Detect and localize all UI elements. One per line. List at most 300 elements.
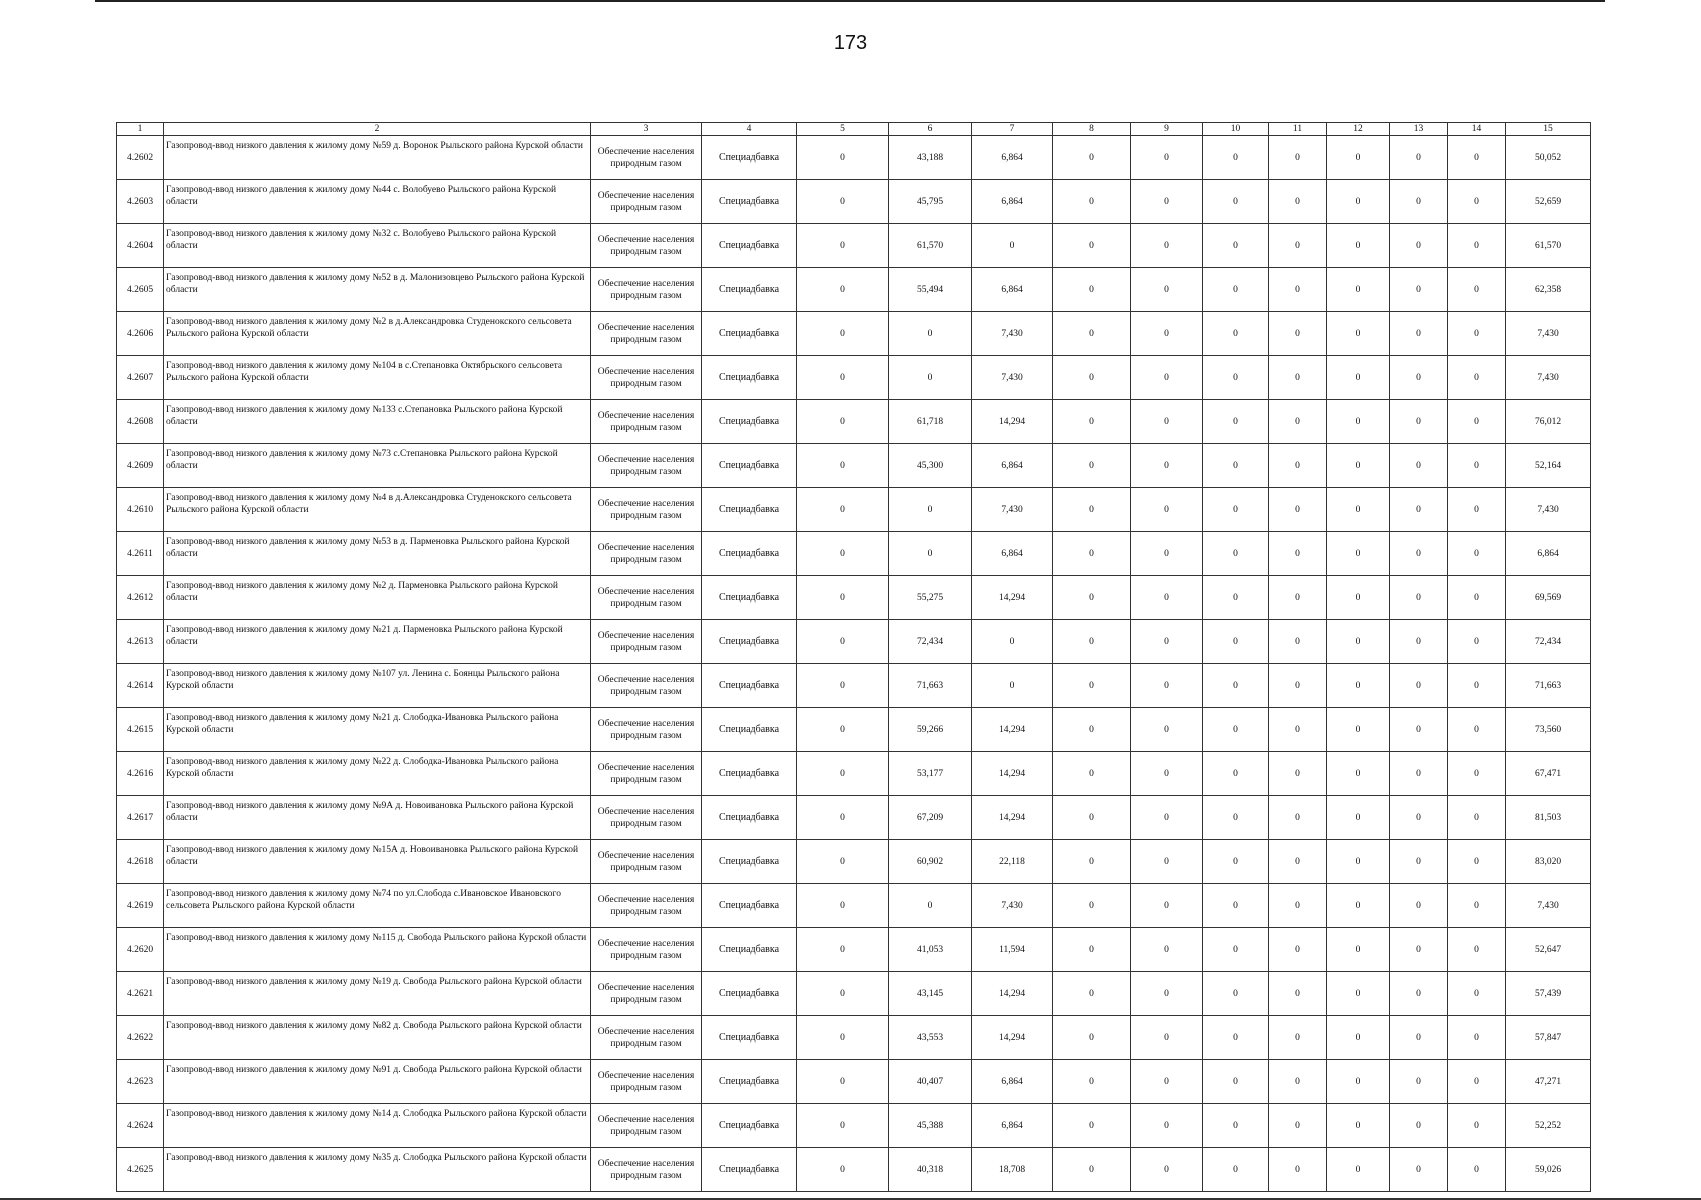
value-col-7: 14,294 <box>972 972 1053 1016</box>
row-number: 4.2615 <box>117 708 164 752</box>
value-col-14: 0 <box>1448 796 1506 840</box>
table-row <box>117 1104 1591 1148</box>
value-col-14: 0 <box>1448 884 1506 928</box>
value-col-13: 0 <box>1390 1016 1448 1060</box>
value-col-6: 61,718 <box>889 400 972 444</box>
value-col-8: 0 <box>1053 840 1131 884</box>
value-col-11: 0 <box>1269 708 1327 752</box>
row-number: 4.2603 <box>117 180 164 224</box>
purpose: Обеспечение населения природным газом <box>591 400 702 444</box>
funding-source: Специадбавка <box>702 180 797 224</box>
value-col-11: 0 <box>1269 488 1327 532</box>
funding-source: Специадбавка <box>702 708 797 752</box>
value-col-7: 14,294 <box>972 400 1053 444</box>
value-col-13: 0 <box>1390 840 1448 884</box>
row-number: 4.2618 <box>117 840 164 884</box>
column-header-7: 7 <box>972 123 1053 136</box>
value-col-11: 0 <box>1269 752 1327 796</box>
object-name: Газопровод-ввод низкого давления к жилому дому №2 д. Парменовка Рыльского района Курской области <box>164 576 591 620</box>
value-col-5: 0 <box>797 576 889 620</box>
value-col-5: 0 <box>797 884 889 928</box>
total-value: 7,430 <box>1506 312 1591 356</box>
value-col-14: 0 <box>1448 268 1506 312</box>
funding-source: Специадбавка <box>702 444 797 488</box>
value-col-9: 0 <box>1131 268 1203 312</box>
value-col-13: 0 <box>1390 576 1448 620</box>
purpose: Обеспечение населения природным газом <box>591 136 702 180</box>
value-col-8: 0 <box>1053 224 1131 268</box>
total-value: 7,430 <box>1506 884 1591 928</box>
value-col-8: 0 <box>1053 752 1131 796</box>
total-value: 52,659 <box>1506 180 1591 224</box>
table-row <box>117 884 1591 928</box>
column-header-11: 11 <box>1269 123 1327 136</box>
object-name: Газопровод-ввод низкого давления к жилому дому №82 д. Свобода Рыльского района Курской области <box>164 1016 591 1060</box>
value-col-10: 0 <box>1203 356 1269 400</box>
value-col-8: 0 <box>1053 180 1131 224</box>
value-col-12: 0 <box>1327 576 1390 620</box>
value-col-12: 0 <box>1327 752 1390 796</box>
value-col-10: 0 <box>1203 1104 1269 1148</box>
funding-source: Специадбавка <box>702 796 797 840</box>
value-col-5: 0 <box>797 1060 889 1104</box>
total-value: 62,358 <box>1506 268 1591 312</box>
value-col-12: 0 <box>1327 532 1390 576</box>
table-row <box>117 664 1591 708</box>
value-col-10: 0 <box>1203 268 1269 312</box>
value-col-14: 0 <box>1448 180 1506 224</box>
value-col-12: 0 <box>1327 840 1390 884</box>
object-name: Газопровод-ввод низкого давления к жилому дому №32 с. Волобуево Рыльского района Курской области <box>164 224 591 268</box>
value-col-9: 0 <box>1131 708 1203 752</box>
purpose: Обеспечение населения природным газом <box>591 1104 702 1148</box>
total-value: 52,252 <box>1506 1104 1591 1148</box>
object-name: Газопровод-ввод низкого давления к жилому дому №53 в д. Парменовка Рыльского района Курской области <box>164 532 591 576</box>
row-number: 4.2624 <box>117 1104 164 1148</box>
value-col-5: 0 <box>797 224 889 268</box>
row-number: 4.2616 <box>117 752 164 796</box>
funding-source: Специадбавка <box>702 1104 797 1148</box>
purpose: Обеспечение населения природным газом <box>591 268 702 312</box>
purpose: Обеспечение населения природным газом <box>591 356 702 400</box>
value-col-9: 0 <box>1131 1104 1203 1148</box>
row-number: 4.2607 <box>117 356 164 400</box>
value-col-10: 0 <box>1203 444 1269 488</box>
value-col-12: 0 <box>1327 444 1390 488</box>
column-header-9: 9 <box>1131 123 1203 136</box>
total-value: 61,570 <box>1506 224 1591 268</box>
table-row <box>117 1148 1591 1192</box>
table-row <box>117 356 1591 400</box>
value-col-14: 0 <box>1448 972 1506 1016</box>
value-col-11: 0 <box>1269 180 1327 224</box>
value-col-14: 0 <box>1448 840 1506 884</box>
value-col-10: 0 <box>1203 620 1269 664</box>
value-col-8: 0 <box>1053 1060 1131 1104</box>
value-col-11: 0 <box>1269 1060 1327 1104</box>
value-col-6: 41,053 <box>889 928 972 972</box>
value-col-9: 0 <box>1131 1148 1203 1192</box>
table-row <box>117 928 1591 972</box>
value-col-5: 0 <box>797 1104 889 1148</box>
value-col-5: 0 <box>797 356 889 400</box>
value-col-8: 0 <box>1053 312 1131 356</box>
value-col-10: 0 <box>1203 180 1269 224</box>
value-col-7: 6,864 <box>972 444 1053 488</box>
value-col-5: 0 <box>797 972 889 1016</box>
value-col-5: 0 <box>797 532 889 576</box>
purpose: Обеспечение населения природным газом <box>591 312 702 356</box>
total-value: 7,430 <box>1506 488 1591 532</box>
value-col-5: 0 <box>797 664 889 708</box>
value-col-11: 0 <box>1269 840 1327 884</box>
value-col-5: 0 <box>797 136 889 180</box>
total-value: 76,012 <box>1506 400 1591 444</box>
object-name: Газопровод-ввод низкого давления к жилому дому №35 д. Слободка Рыльского района Курской области <box>164 1148 591 1192</box>
value-col-7: 18,708 <box>972 1148 1053 1192</box>
value-col-8: 0 <box>1053 884 1131 928</box>
value-col-6: 59,266 <box>889 708 972 752</box>
row-number: 4.2621 <box>117 972 164 1016</box>
value-col-11: 0 <box>1269 1148 1327 1192</box>
column-header-1: 1 <box>117 123 164 136</box>
value-col-8: 0 <box>1053 664 1131 708</box>
object-name: Газопровод-ввод низкого давления к жилому дому №9А д. Новоивановка Рыльского района Курской области <box>164 796 591 840</box>
column-header-4: 4 <box>702 123 797 136</box>
value-col-7: 6,864 <box>972 268 1053 312</box>
purpose: Обеспечение населения природным газом <box>591 532 702 576</box>
value-col-6: 53,177 <box>889 752 972 796</box>
object-name: Газопровод-ввод низкого давления к жилому дому №19 д. Свобода Рыльского района Курской области <box>164 972 591 1016</box>
total-value: 73,560 <box>1506 708 1591 752</box>
value-col-10: 0 <box>1203 136 1269 180</box>
row-number: 4.2606 <box>117 312 164 356</box>
value-col-13: 0 <box>1390 928 1448 972</box>
value-col-13: 0 <box>1390 488 1448 532</box>
value-col-12: 0 <box>1327 1148 1390 1192</box>
value-col-10: 0 <box>1203 312 1269 356</box>
funding-source: Специадбавка <box>702 136 797 180</box>
value-col-14: 0 <box>1448 532 1506 576</box>
object-name: Газопровод-ввод низкого давления к жилому дому №14 д. Слободка Рыльского района Курской области <box>164 1104 591 1148</box>
value-col-9: 0 <box>1131 752 1203 796</box>
value-col-12: 0 <box>1327 884 1390 928</box>
row-number: 4.2622 <box>117 1016 164 1060</box>
object-name: Газопровод-ввод низкого давления к жилому дому №21 д. Слободка-Ивановка Рыльского района Курской области <box>164 708 591 752</box>
object-name: Газопровод-ввод низкого давления к жилому дому №52 в д. Малонизовцево Рыльского района Курской области <box>164 268 591 312</box>
value-col-7: 14,294 <box>972 796 1053 840</box>
funding-source: Специадбавка <box>702 312 797 356</box>
table-row <box>117 708 1591 752</box>
value-col-6: 0 <box>889 356 972 400</box>
funding-source: Специадбавка <box>702 664 797 708</box>
value-col-9: 0 <box>1131 136 1203 180</box>
value-col-9: 0 <box>1131 928 1203 972</box>
table-row <box>117 796 1591 840</box>
object-name: Газопровод-ввод низкого давления к жилому дому №15А д. Новоивановка Рыльского района Курской области <box>164 840 591 884</box>
funding-source: Специадбавка <box>702 224 797 268</box>
value-col-8: 0 <box>1053 576 1131 620</box>
value-col-7: 7,430 <box>972 488 1053 532</box>
value-col-11: 0 <box>1269 1104 1327 1148</box>
value-col-5: 0 <box>797 400 889 444</box>
value-col-13: 0 <box>1390 972 1448 1016</box>
table-body <box>117 136 1591 1192</box>
table-row <box>117 532 1591 576</box>
purpose: Обеспечение населения природным газом <box>591 1148 702 1192</box>
value-col-11: 0 <box>1269 356 1327 400</box>
value-col-12: 0 <box>1327 400 1390 444</box>
value-col-7: 6,864 <box>972 532 1053 576</box>
column-header-6: 6 <box>889 123 972 136</box>
total-value: 57,847 <box>1506 1016 1591 1060</box>
page-number: 173 <box>833 32 868 54</box>
value-col-14: 0 <box>1448 1016 1506 1060</box>
value-col-9: 0 <box>1131 664 1203 708</box>
value-col-13: 0 <box>1390 180 1448 224</box>
table-row <box>117 488 1591 532</box>
value-col-8: 0 <box>1053 268 1131 312</box>
total-value: 47,271 <box>1506 1060 1591 1104</box>
funding-source: Специадбавка <box>702 268 797 312</box>
total-value: 81,503 <box>1506 796 1591 840</box>
value-col-11: 0 <box>1269 620 1327 664</box>
row-number: 4.2611 <box>117 532 164 576</box>
funding-source: Специадбавка <box>702 972 797 1016</box>
value-col-8: 0 <box>1053 532 1131 576</box>
purpose: Обеспечение населения природным газом <box>591 752 702 796</box>
object-name: Газопровод-ввод низкого давления к жилому дому №74 по ул.Слобода с.Ивановское Ивановского сельсовета Рыльского района Курской области <box>164 884 591 928</box>
value-col-7: 7,430 <box>972 884 1053 928</box>
value-col-13: 0 <box>1390 356 1448 400</box>
value-col-7: 7,430 <box>972 312 1053 356</box>
column-header-12: 12 <box>1327 123 1390 136</box>
value-col-7: 7,430 <box>972 356 1053 400</box>
value-col-9: 0 <box>1131 840 1203 884</box>
value-col-9: 0 <box>1131 620 1203 664</box>
value-col-12: 0 <box>1327 620 1390 664</box>
value-col-12: 0 <box>1327 268 1390 312</box>
purpose: Обеспечение населения природным газом <box>591 972 702 1016</box>
value-col-12: 0 <box>1327 708 1390 752</box>
value-col-12: 0 <box>1327 1016 1390 1060</box>
value-col-13: 0 <box>1390 224 1448 268</box>
total-value: 6,864 <box>1506 532 1591 576</box>
value-col-14: 0 <box>1448 752 1506 796</box>
column-header-2: 2 <box>164 123 591 136</box>
value-col-6: 45,388 <box>889 1104 972 1148</box>
value-col-8: 0 <box>1053 356 1131 400</box>
table-row <box>117 972 1591 1016</box>
value-col-11: 0 <box>1269 268 1327 312</box>
value-col-6: 43,553 <box>889 1016 972 1060</box>
object-name: Газопровод-ввод низкого давления к жилому дому №44 с. Волобуево Рыльского района Курской области <box>164 180 591 224</box>
value-col-6: 61,570 <box>889 224 972 268</box>
table-row <box>117 224 1591 268</box>
funding-source: Специадбавка <box>702 356 797 400</box>
table-row <box>117 1060 1591 1104</box>
table-row <box>117 136 1591 180</box>
value-col-13: 0 <box>1390 664 1448 708</box>
value-col-14: 0 <box>1448 488 1506 532</box>
value-col-13: 0 <box>1390 268 1448 312</box>
value-col-9: 0 <box>1131 312 1203 356</box>
value-col-5: 0 <box>797 796 889 840</box>
value-col-8: 0 <box>1053 620 1131 664</box>
value-col-12: 0 <box>1327 928 1390 972</box>
value-col-7: 14,294 <box>972 1016 1053 1060</box>
value-col-12: 0 <box>1327 136 1390 180</box>
total-value: 69,569 <box>1506 576 1591 620</box>
value-col-6: 0 <box>889 884 972 928</box>
value-col-9: 0 <box>1131 532 1203 576</box>
value-col-13: 0 <box>1390 708 1448 752</box>
value-col-14: 0 <box>1448 708 1506 752</box>
column-header-8: 8 <box>1053 123 1131 136</box>
value-col-9: 0 <box>1131 400 1203 444</box>
object-name: Газопровод-ввод низкого давления к жилому дому №133 с.Степановка Рыльского района Курской области <box>164 400 591 444</box>
value-col-13: 0 <box>1390 1104 1448 1148</box>
value-col-8: 0 <box>1053 400 1131 444</box>
value-col-9: 0 <box>1131 444 1203 488</box>
total-value: 52,647 <box>1506 928 1591 972</box>
row-number: 4.2617 <box>117 796 164 840</box>
total-value: 7,430 <box>1506 356 1591 400</box>
value-col-10: 0 <box>1203 840 1269 884</box>
purpose: Обеспечение населения природным газом <box>591 928 702 972</box>
value-col-8: 0 <box>1053 136 1131 180</box>
value-col-5: 0 <box>797 180 889 224</box>
value-col-13: 0 <box>1390 444 1448 488</box>
purpose: Обеспечение населения природным газом <box>591 840 702 884</box>
value-col-12: 0 <box>1327 972 1390 1016</box>
value-col-7: 22,118 <box>972 840 1053 884</box>
row-number: 4.2605 <box>117 268 164 312</box>
value-col-7: 6,864 <box>972 1104 1053 1148</box>
value-col-11: 0 <box>1269 796 1327 840</box>
value-col-9: 0 <box>1131 1016 1203 1060</box>
value-col-8: 0 <box>1053 444 1131 488</box>
value-col-11: 0 <box>1269 664 1327 708</box>
value-col-8: 0 <box>1053 1016 1131 1060</box>
top-border-line <box>95 0 1605 2</box>
purpose: Обеспечение населения природным газом <box>591 224 702 268</box>
value-col-14: 0 <box>1448 136 1506 180</box>
value-col-14: 0 <box>1448 312 1506 356</box>
value-col-7: 6,864 <box>972 1060 1053 1104</box>
row-number: 4.2625 <box>117 1148 164 1192</box>
table-row <box>117 444 1591 488</box>
value-col-6: 0 <box>889 532 972 576</box>
object-name: Газопровод-ввод низкого давления к жилому дому №59 д. Воронок Рыльского района Курской области <box>164 136 591 180</box>
purpose: Обеспечение населения природным газом <box>591 664 702 708</box>
value-col-11: 0 <box>1269 1016 1327 1060</box>
value-col-10: 0 <box>1203 1060 1269 1104</box>
value-col-13: 0 <box>1390 620 1448 664</box>
value-col-13: 0 <box>1390 400 1448 444</box>
value-col-6: 72,434 <box>889 620 972 664</box>
value-col-14: 0 <box>1448 576 1506 620</box>
table-row <box>117 576 1591 620</box>
purpose: Обеспечение населения природным газом <box>591 1016 702 1060</box>
value-col-8: 0 <box>1053 1104 1131 1148</box>
value-col-13: 0 <box>1390 752 1448 796</box>
column-header-3: 3 <box>591 123 702 136</box>
total-value: 71,663 <box>1506 664 1591 708</box>
table-row <box>117 752 1591 796</box>
value-col-6: 40,318 <box>889 1148 972 1192</box>
value-col-5: 0 <box>797 268 889 312</box>
value-col-9: 0 <box>1131 488 1203 532</box>
value-col-13: 0 <box>1390 1060 1448 1104</box>
funding-source: Специадбавка <box>702 620 797 664</box>
purpose: Обеспечение населения природным газом <box>591 180 702 224</box>
value-col-7: 0 <box>972 224 1053 268</box>
value-col-14: 0 <box>1448 444 1506 488</box>
purpose: Обеспечение населения природным газом <box>591 796 702 840</box>
row-number: 4.2608 <box>117 400 164 444</box>
total-value: 52,164 <box>1506 444 1591 488</box>
table-row <box>117 180 1591 224</box>
value-col-7: 6,864 <box>972 180 1053 224</box>
value-col-14: 0 <box>1448 400 1506 444</box>
value-col-5: 0 <box>797 840 889 884</box>
table-row <box>117 268 1591 312</box>
row-number: 4.2602 <box>117 136 164 180</box>
value-col-11: 0 <box>1269 532 1327 576</box>
value-col-14: 0 <box>1448 664 1506 708</box>
value-col-6: 43,145 <box>889 972 972 1016</box>
value-col-6: 55,494 <box>889 268 972 312</box>
value-col-10: 0 <box>1203 224 1269 268</box>
row-number: 4.2613 <box>117 620 164 664</box>
value-col-9: 0 <box>1131 1060 1203 1104</box>
purpose: Обеспечение населения природным газом <box>591 576 702 620</box>
value-col-13: 0 <box>1390 312 1448 356</box>
value-col-14: 0 <box>1448 620 1506 664</box>
row-number: 4.2610 <box>117 488 164 532</box>
funding-source: Специадбавка <box>702 840 797 884</box>
value-col-6: 0 <box>889 312 972 356</box>
value-col-10: 0 <box>1203 796 1269 840</box>
column-header-13: 13 <box>1390 123 1448 136</box>
value-col-13: 0 <box>1390 1148 1448 1192</box>
value-col-5: 0 <box>797 620 889 664</box>
value-col-13: 0 <box>1390 796 1448 840</box>
value-col-14: 0 <box>1448 356 1506 400</box>
header-row <box>117 123 1591 136</box>
object-name: Газопровод-ввод низкого давления к жилому дому №22 д. Слободка-Ивановка Рыльского района Курской области <box>164 752 591 796</box>
value-col-12: 0 <box>1327 664 1390 708</box>
value-col-8: 0 <box>1053 1148 1131 1192</box>
purpose: Обеспечение населения природным газом <box>591 620 702 664</box>
value-col-10: 0 <box>1203 752 1269 796</box>
table-row <box>117 620 1591 664</box>
value-col-10: 0 <box>1203 532 1269 576</box>
object-name: Газопровод-ввод низкого давления к жилому дому №104 в с.Степановка Октябрьского сельсовета Рыльского района Курской области <box>164 356 591 400</box>
value-col-6: 0 <box>889 488 972 532</box>
row-number: 4.2623 <box>117 1060 164 1104</box>
value-col-8: 0 <box>1053 972 1131 1016</box>
value-col-11: 0 <box>1269 972 1327 1016</box>
object-name: Газопровод-ввод низкого давления к жилому дому №21 д. Парменовка Рыльского района Курской области <box>164 620 591 664</box>
total-value: 50,052 <box>1506 136 1591 180</box>
value-col-10: 0 <box>1203 1148 1269 1192</box>
value-col-11: 0 <box>1269 400 1327 444</box>
value-col-6: 55,275 <box>889 576 972 620</box>
value-col-5: 0 <box>797 928 889 972</box>
value-col-10: 0 <box>1203 928 1269 972</box>
